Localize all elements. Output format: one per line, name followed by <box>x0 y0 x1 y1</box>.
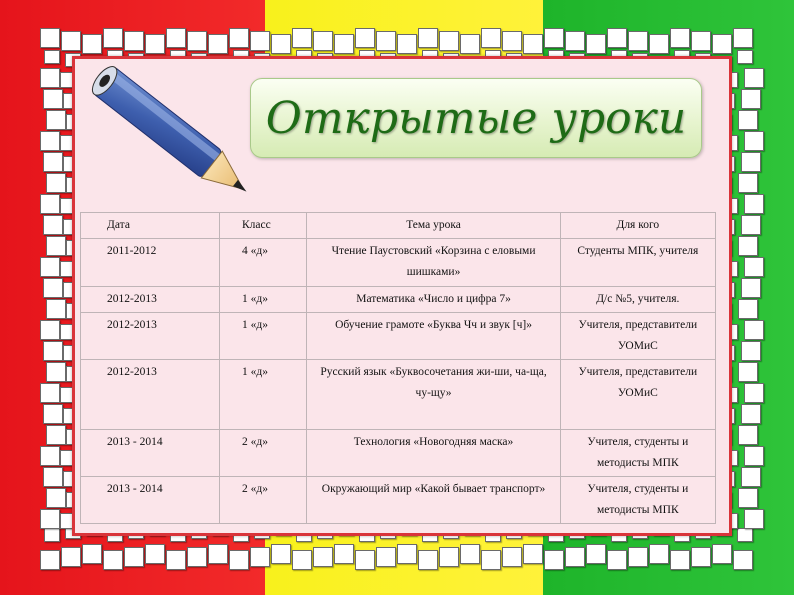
border-tile <box>741 89 761 109</box>
border-tile <box>43 215 63 235</box>
border-tile <box>46 299 66 319</box>
border-tile <box>124 31 144 51</box>
border-tile <box>103 28 123 48</box>
open-lessons-table <box>80 212 716 524</box>
border-tile <box>738 362 758 382</box>
border-tile <box>334 34 354 54</box>
border-tile <box>43 89 63 109</box>
border-tile <box>744 383 764 403</box>
table-row <box>81 430 716 477</box>
border-tile <box>40 446 60 466</box>
border-tile <box>649 34 669 54</box>
border-tile <box>124 547 144 567</box>
border-tile <box>649 544 669 564</box>
border-tile <box>607 28 627 48</box>
border-tile <box>737 50 753 64</box>
border-tile <box>44 528 60 542</box>
cell-date: 2013 - 2014 <box>81 430 220 477</box>
border-tile <box>744 257 764 277</box>
border-tile <box>607 550 627 570</box>
border-tile <box>40 509 60 529</box>
border-tile <box>738 110 758 130</box>
border-tile <box>439 31 459 51</box>
table-row <box>81 239 716 287</box>
border-tile <box>40 383 60 403</box>
border-tile <box>61 547 81 567</box>
border-tile <box>712 34 732 54</box>
border-tile <box>313 31 333 51</box>
border-tile <box>355 550 375 570</box>
cell-audience: Студенты МПК, учителя <box>560 239 715 287</box>
border-tile <box>733 550 753 570</box>
page-title: Открытые уроки <box>265 93 687 144</box>
border-tile <box>46 425 66 445</box>
border-tile <box>628 31 648 51</box>
border-tile <box>208 544 228 564</box>
border-tile <box>229 28 249 48</box>
border-tile <box>565 547 585 567</box>
border-tile <box>738 488 758 508</box>
border-tile <box>523 34 543 54</box>
border-tile <box>46 236 66 256</box>
border-tile <box>741 404 761 424</box>
border-tile <box>40 28 60 48</box>
cell-date: 2012-2013 <box>81 360 220 430</box>
border-tile <box>397 544 417 564</box>
border-tile <box>208 34 228 54</box>
table-row <box>81 360 716 430</box>
border-tile <box>741 467 761 487</box>
cell-class: 4 «д» <box>220 239 307 287</box>
border-tile <box>40 320 60 340</box>
border-tile <box>271 34 291 54</box>
table-header-row <box>81 213 716 239</box>
border-tile <box>744 68 764 88</box>
border-tile <box>544 28 564 48</box>
cell-class: 2 «д» <box>220 477 307 524</box>
cell-class: 1 «д» <box>220 313 307 360</box>
border-tile <box>565 31 585 51</box>
border-tile <box>44 50 60 64</box>
border-tile <box>355 28 375 48</box>
cell-class: 1 «д» <box>220 360 307 430</box>
border-tile <box>103 550 123 570</box>
border-tile <box>376 31 396 51</box>
border-tile <box>61 31 81 51</box>
border-tile <box>292 550 312 570</box>
table-row <box>81 287 716 313</box>
border-tile <box>460 544 480 564</box>
border-tile <box>40 257 60 277</box>
border-tile <box>292 28 312 48</box>
cell-topic: Чтение Паустовский «Корзина с еловыми шишками» <box>307 239 560 287</box>
border-tile <box>670 550 690 570</box>
border-tile <box>741 341 761 361</box>
cell-audience: Учителя, студенты и методисты МПК <box>560 477 715 524</box>
cell-date: 2013 - 2014 <box>81 477 220 524</box>
border-tile <box>738 173 758 193</box>
border-tile <box>82 34 102 54</box>
border-tile <box>523 544 543 564</box>
border-tile <box>43 404 63 424</box>
border-tile <box>586 34 606 54</box>
border-tile <box>43 152 63 172</box>
border-tile <box>43 341 63 361</box>
border-tile <box>741 152 761 172</box>
border-tile <box>250 547 270 567</box>
border-tile <box>46 488 66 508</box>
border-tile <box>376 547 396 567</box>
header-topic: Тема урока <box>307 213 560 239</box>
header-audience: Для кого <box>560 213 715 239</box>
border-tile <box>166 550 186 570</box>
border-tile <box>502 31 522 51</box>
border-tile <box>439 547 459 567</box>
border-tile <box>744 131 764 151</box>
cell-class: 2 «д» <box>220 430 307 477</box>
cell-audience: Учителя, представители УОМиС <box>560 360 715 430</box>
border-tile <box>187 31 207 51</box>
border-tile <box>82 544 102 564</box>
border-tile <box>586 544 606 564</box>
border-tile <box>738 425 758 445</box>
border-tile <box>744 320 764 340</box>
border-tile <box>481 28 501 48</box>
border-tile <box>628 547 648 567</box>
border-tile <box>502 547 522 567</box>
border-tile <box>334 544 354 564</box>
border-tile <box>691 31 711 51</box>
border-tile <box>313 547 333 567</box>
table-row <box>81 313 716 360</box>
border-tile <box>46 173 66 193</box>
cell-class: 1 «д» <box>220 287 307 313</box>
cell-topic: Технология «Новогодняя маска» <box>307 430 560 477</box>
header-date: Дата <box>81 213 220 239</box>
border-tile <box>46 110 66 130</box>
border-tile <box>271 544 291 564</box>
border-tile <box>733 28 753 48</box>
cell-topic: Математика «Число и цифра 7» <box>307 287 560 313</box>
table-row <box>81 477 716 524</box>
border-tile <box>738 236 758 256</box>
border-tile <box>741 278 761 298</box>
cell-date: 2012-2013 <box>81 287 220 313</box>
cell-topic: Русский язык «Буквосочетания жи-ши, ча-ща, чу-щу» <box>307 360 560 430</box>
border-tile <box>418 550 438 570</box>
border-tile <box>46 362 66 382</box>
border-tile <box>40 131 60 151</box>
border-tile <box>744 509 764 529</box>
border-tile <box>40 194 60 214</box>
border-tile <box>40 550 60 570</box>
border-tile <box>187 547 207 567</box>
title-banner <box>250 78 702 158</box>
border-tile <box>741 215 761 235</box>
border-tile <box>738 299 758 319</box>
border-tile <box>397 34 417 54</box>
border-tile <box>145 34 165 54</box>
border-tile <box>744 194 764 214</box>
pencil-icon <box>74 60 274 210</box>
header-class: Класс <box>220 213 307 239</box>
border-tile <box>145 544 165 564</box>
border-tile <box>481 550 501 570</box>
border-tile <box>712 544 732 564</box>
border-tile <box>166 28 186 48</box>
cell-date: 2012-2013 <box>81 313 220 360</box>
border-tile <box>744 446 764 466</box>
border-tile <box>250 31 270 51</box>
border-tile <box>229 550 249 570</box>
border-tile <box>460 34 480 54</box>
border-tile <box>40 68 60 88</box>
border-tile <box>43 467 63 487</box>
border-tile <box>670 28 690 48</box>
border-tile <box>43 278 63 298</box>
cell-audience: Учителя, студенты и методисты МПК <box>560 430 715 477</box>
border-tile <box>737 528 753 542</box>
border-tile <box>418 28 438 48</box>
cell-audience: Учителя, представители УОМиС <box>560 313 715 360</box>
cell-date: 2011-2012 <box>81 239 220 287</box>
cell-topic: Обучение грамоте «Буква Чч и звук [ч]» <box>307 313 560 360</box>
cell-topic: Окружающий мир «Какой бывает транспорт» <box>307 477 560 524</box>
border-tile <box>544 550 564 570</box>
cell-audience: Д/с №5, учителя. <box>560 287 715 313</box>
border-tile <box>691 547 711 567</box>
